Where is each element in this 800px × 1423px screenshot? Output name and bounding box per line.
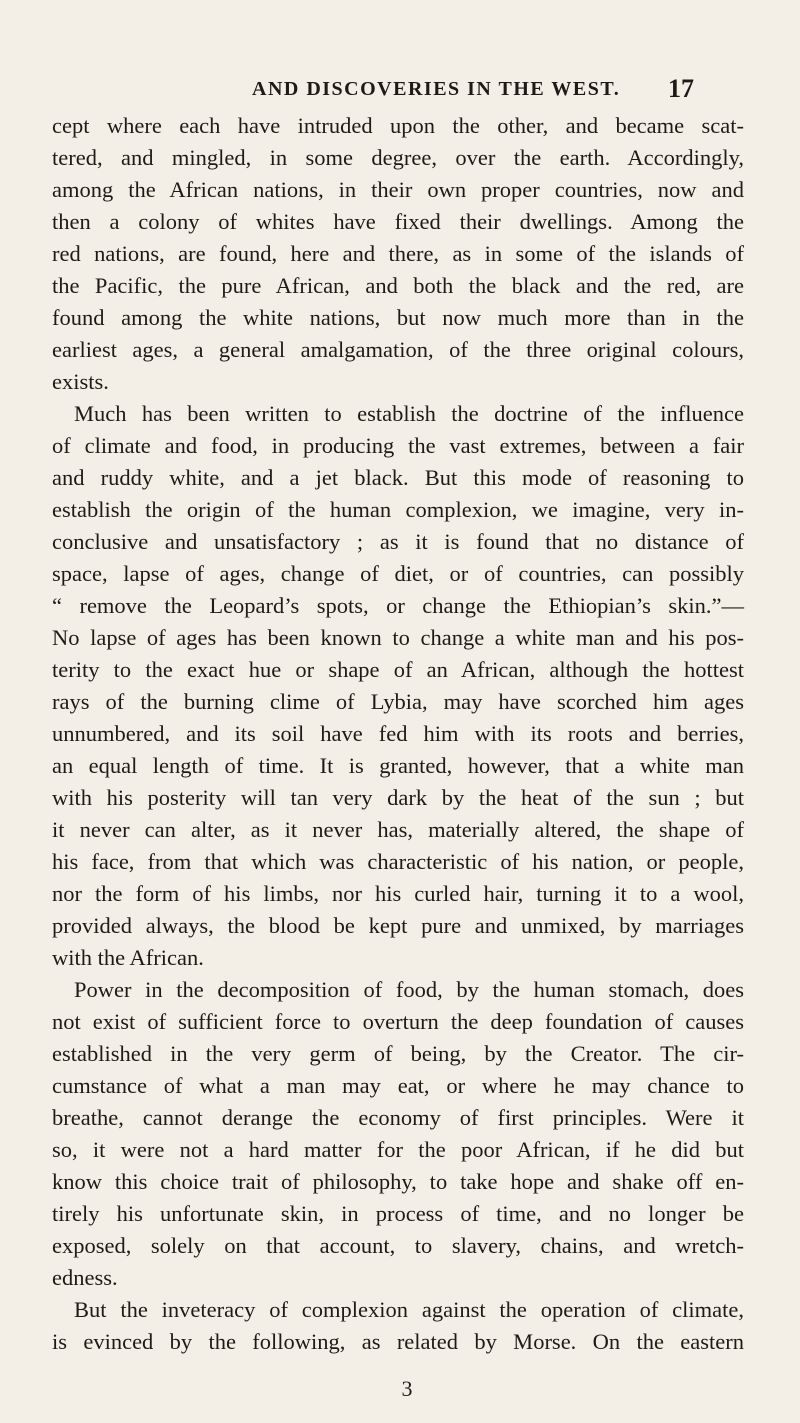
text-line: edness. bbox=[52, 1265, 118, 1290]
text-line: red nations, are found, here and there, as in some of the islands of bbox=[52, 241, 744, 266]
text-line: of climate and food, in producing the vast extremes, between a fair bbox=[52, 433, 744, 458]
body-text bbox=[52, 110, 744, 1358]
text-line: not exist of sufficient force to overturn the deep foundation of causes bbox=[52, 1009, 744, 1034]
text-line: Power in the decomposition of food, by the human stomach, does bbox=[74, 977, 744, 1002]
text-line: tered, and mingled, in some degree, over the earth. Accordingly, bbox=[52, 145, 744, 170]
text-line: it never can alter, as it never has, materially altered, the shape of bbox=[52, 817, 744, 842]
text-line: know this choice trait of philosophy, to take hope and shake off en- bbox=[52, 1169, 744, 1194]
text-line: and ruddy white, and a jet black. But this mode of reasoning to bbox=[52, 465, 744, 490]
text-line: the Pacific, the pure African, and both the black and the red, are bbox=[52, 273, 744, 298]
text-line: an equal length of time. It is granted, however, that a white man bbox=[52, 753, 744, 778]
text-line: established in the very germ of being, by the Creator. The cir- bbox=[52, 1041, 744, 1066]
text-line: with his posterity will tan very dark by the heat of the sun ; but bbox=[52, 785, 744, 810]
text-line: cept where each have intruded upon the other, and became scat- bbox=[52, 113, 744, 138]
text-line: space, lapse of ages, change of diet, or of countries, can possibly bbox=[52, 561, 744, 586]
text-line: provided always, the blood be kept pure and unmixed, by marriages bbox=[52, 913, 744, 938]
text-line: tirely his unfortunate skin, in process of time, and no longer be bbox=[52, 1201, 744, 1226]
text-line: rays of the burning clime of Lybia, may have scorched him ages bbox=[52, 689, 744, 714]
text-line: is evinced by the following, as related by Morse. On the eastern bbox=[52, 1329, 744, 1354]
text-line: No lapse of ages has been known to change a white man and his pos- bbox=[52, 625, 744, 650]
page-number: 17 bbox=[668, 74, 694, 103]
text-line: nor the form of his limbs, nor his curled hair, turning it to a wool, bbox=[52, 881, 744, 906]
text-line: Much has been written to establish the doctrine of the influence bbox=[74, 401, 744, 426]
text-line: But the inveteracy of complexion against the operation of climate, bbox=[74, 1297, 744, 1322]
text-line: among the African nations, in their own proper countries, now and bbox=[52, 177, 744, 202]
text-line: breathe, cannot derange the economy of first principles. Were it bbox=[52, 1105, 744, 1130]
text-line: cumstance of what a man may eat, or where he may chance to bbox=[52, 1073, 744, 1098]
text-line: establish the origin of the human complexion, we imagine, very in- bbox=[52, 497, 744, 522]
text-line: then a colony of whites have fixed their dwellings. Among the bbox=[52, 209, 744, 234]
text-line: exposed, solely on that account, to slavery, chains, and wretch- bbox=[52, 1233, 744, 1258]
text-line: conclusive and unsatisfactory ; as it is found that no distance of bbox=[52, 529, 744, 554]
text-line: so, it were not a hard matter for the poor African, if he did but bbox=[52, 1137, 744, 1162]
text-line: with the African. bbox=[52, 945, 204, 970]
signature-number: 3 bbox=[401, 1376, 413, 1401]
text-line: unnumbered, and its soil have fed him with its roots and berries, bbox=[52, 721, 744, 746]
text-line: exists. bbox=[52, 369, 109, 394]
text-line: found among the white nations, but now much more than in the bbox=[52, 305, 744, 330]
text-line: “ remove the Leopard’s spots, or change the Ethiopian’s skin.”— bbox=[52, 593, 744, 618]
text-line: his face, from that which was characteristic of his nation, or people, bbox=[52, 849, 744, 874]
text-line: earliest ages, a general amalgamation, of the three original colours, bbox=[52, 337, 744, 362]
text-line: terity to the exact hue or shape of an African, although the hottest bbox=[52, 657, 744, 682]
signature-mark bbox=[0, 1376, 800, 1402]
running-title: AND DISCOVERIES IN THE WEST. bbox=[252, 78, 621, 100]
